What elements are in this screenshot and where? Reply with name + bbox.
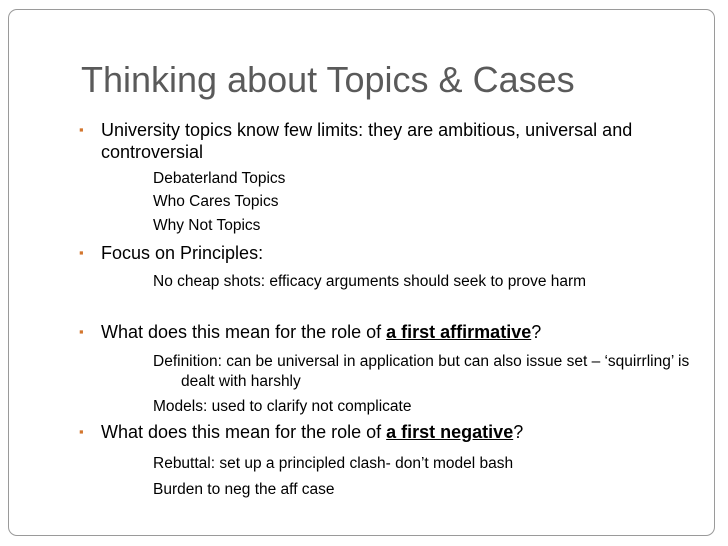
sub-text-definition-part2: dealt with harshly: [181, 373, 301, 390]
sub-item-models: Models: used to clarify not complicate: [153, 398, 412, 415]
slide-title: Thinking about Topics & Cases: [81, 59, 575, 100]
sub-item-no-cheap-shots: No cheap shots: efficacy arguments should seek to prove harm: [153, 273, 587, 290]
bullet-first-affirmative: [79, 321, 671, 343]
sub-item-burden: Burden to neg the aff case: [153, 481, 335, 498]
bullet-focus-principles: [79, 242, 671, 264]
bullet-text-trail: ?: [531, 322, 542, 342]
emphasis-first-negative: a first negative: [386, 422, 514, 442]
bullet-marker-icon: ▪: [79, 122, 84, 137]
bullet-text: [101, 421, 671, 443]
sub-item-rebuttal: Rebuttal: set up a principled clash- don’t model bash: [153, 455, 514, 472]
bullet-text: University topics know few limits: they are ambitious, universal and controversial: [101, 120, 633, 162]
bullet-marker-icon: ▪: [79, 245, 84, 260]
sub-item-debaterland: Debaterland Topics: [153, 170, 286, 187]
bullet-marker-icon: ▪: [79, 324, 84, 339]
bullet-text-trail: ?: [513, 422, 524, 442]
bullet-text: [101, 321, 671, 343]
sub-item-why-not: Why Not Topics: [153, 217, 261, 234]
emphasis-first-affirmative: a first affirmative: [386, 322, 532, 342]
bullet-text-lead: What does this mean for the role of: [101, 422, 387, 442]
bullet-marker-icon: ▪: [79, 424, 84, 439]
bullet-university-topics: [79, 119, 671, 163]
sub-item-definition: [153, 352, 698, 392]
sub-item-who-cares: Who Cares Topics: [153, 193, 279, 210]
bullet-first-negative: [79, 421, 671, 443]
sub-text-definition-part1: Definition: can be universal in application but can also issue set – ‘squirrling’ is: [153, 353, 690, 370]
bullet-text: Focus on Principles:: [101, 243, 264, 263]
bullet-text-lead: What does this mean for the role of: [101, 322, 387, 342]
